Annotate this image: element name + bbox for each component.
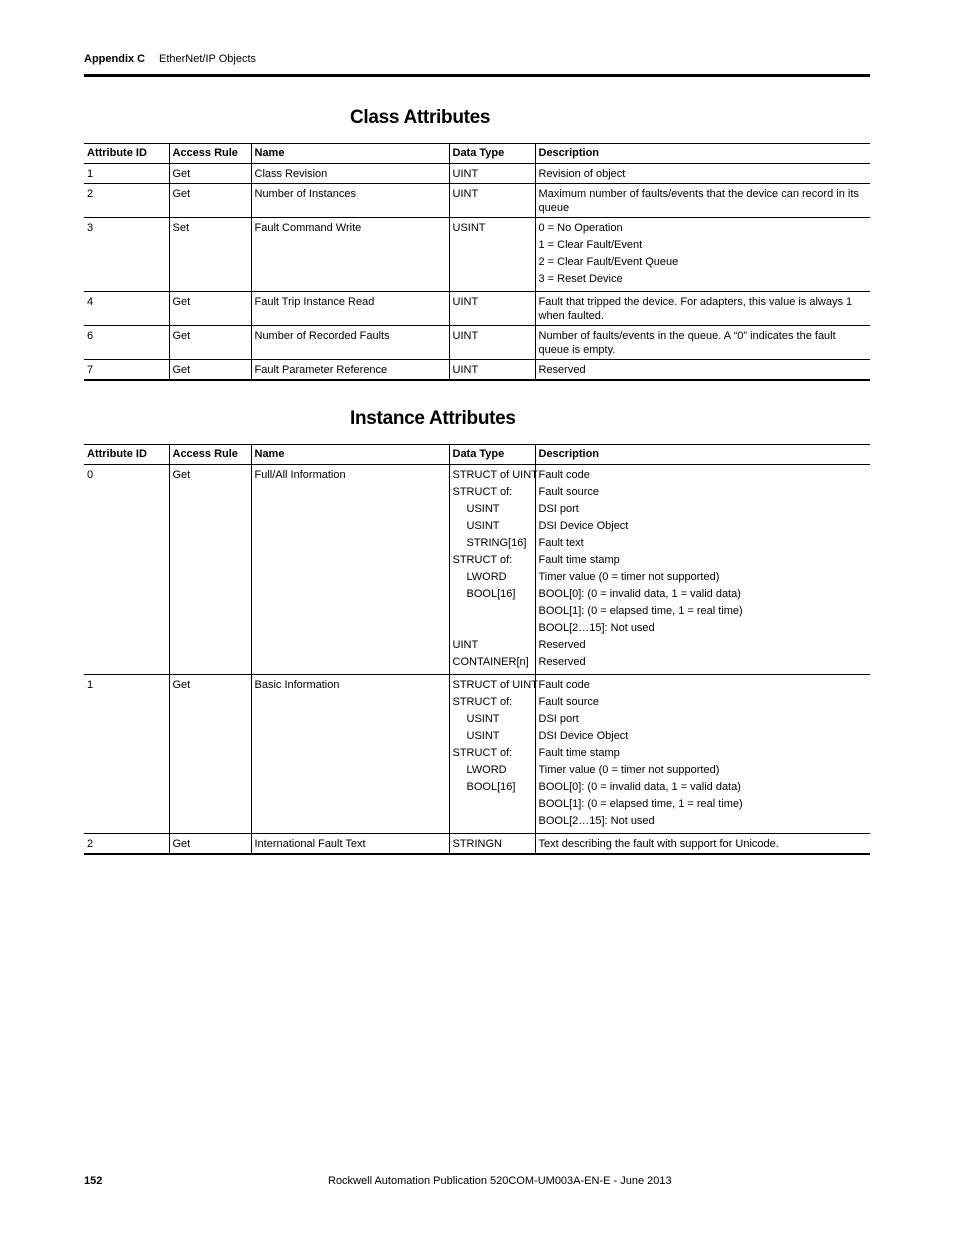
- type-line: STRUCT of:: [452, 747, 513, 759]
- description: Fault that tripped the device. For adapters, this value is always 1 when faulted.: [535, 292, 870, 326]
- data-type: UINT: [449, 164, 535, 184]
- description-line: DSI Device Object: [538, 520, 629, 532]
- access-rule: Get: [169, 360, 251, 381]
- running-header: [84, 53, 257, 65]
- attribute-name: Fault Parameter Reference: [251, 360, 449, 381]
- description-line: Reserved: [538, 639, 586, 651]
- data-type: [449, 675, 538, 834]
- table-row: [84, 218, 870, 292]
- description-line: Fault time stamp: [538, 554, 620, 566]
- column-header: Attribute ID: [84, 445, 169, 465]
- column-header: Description: [535, 445, 870, 465]
- description: Text describing the fault with support for Unicode.: [535, 834, 870, 855]
- type-line: UINT: [452, 639, 479, 651]
- type-line: USINT: [466, 713, 500, 725]
- type-line: [453, 814, 532, 831]
- table-row: [84, 164, 870, 184]
- attribute-id: 2: [84, 834, 169, 855]
- type-line: STRUCT of UINT: [452, 679, 538, 691]
- column-header: Data Type: [449, 144, 535, 164]
- type-line: STRUCT of:: [452, 554, 513, 566]
- page-number: 152: [84, 1175, 103, 1187]
- description-line: BOOL[1]: (0 = elapsed time, 1 = real time): [538, 798, 743, 810]
- data-type: USINT: [449, 218, 535, 292]
- description-line: Fault time stamp: [538, 747, 620, 759]
- access-rule: Get: [169, 164, 251, 184]
- attribute-id: 1: [84, 164, 169, 184]
- table-row: [84, 326, 870, 360]
- appendix-label: Appendix C: [84, 53, 146, 65]
- description: Reserved: [535, 360, 870, 381]
- description-line: DSI Device Object: [538, 730, 629, 742]
- table-row: [84, 834, 870, 855]
- type-line: USINT: [466, 730, 500, 742]
- description-line: Reserved: [538, 656, 586, 668]
- column-header: Description: [535, 144, 870, 164]
- access-rule: Set: [169, 218, 251, 292]
- column-header: Name: [251, 445, 449, 465]
- access-rule: Get: [169, 675, 251, 834]
- access-rule: Get: [169, 292, 251, 326]
- table-row: [84, 360, 870, 381]
- type-line: LWORD: [466, 764, 507, 776]
- description-line: BOOL[0]: (0 = invalid data, 1 = valid data): [538, 781, 741, 793]
- column-header: Data Type: [449, 445, 535, 465]
- type-line: USINT: [466, 520, 500, 532]
- instance-attributes-title: Instance Attributes: [350, 408, 516, 429]
- access-rule: Get: [169, 834, 251, 855]
- table-header-row: [84, 445, 870, 465]
- table-row: [84, 465, 870, 675]
- attribute-id: 1: [84, 675, 169, 834]
- column-header: Attribute ID: [84, 144, 169, 164]
- type-line: STRUCT of:: [452, 486, 513, 498]
- attribute-id: 6: [84, 326, 169, 360]
- description-line: Timer value (0 = timer not supported): [538, 571, 720, 583]
- section-label: EtherNet/IP Objects: [159, 53, 257, 65]
- type-line: [453, 621, 532, 638]
- access-rule: Get: [169, 326, 251, 360]
- description-line: DSI port: [538, 503, 579, 515]
- attribute-id: 2: [84, 184, 169, 218]
- table-row: [84, 292, 870, 326]
- attribute-name: International Fault Text: [251, 834, 449, 855]
- table-row: [84, 184, 870, 218]
- description-line: 0 = No Operation: [538, 222, 623, 234]
- description: [535, 675, 870, 834]
- description-line: Fault source: [538, 486, 600, 498]
- instance-attributes-table: [84, 444, 870, 855]
- description-line: BOOL[2…15]: Not used: [538, 815, 655, 827]
- description-line: Fault code: [538, 469, 590, 481]
- description: Maximum number of faults/events that the device can record in its queue: [535, 184, 870, 218]
- type-line: BOOL[16]: [466, 781, 516, 793]
- data-type: UINT: [449, 360, 535, 381]
- type-line: [453, 797, 532, 814]
- class-attributes-title: Class Attributes: [350, 107, 491, 128]
- description-line: 3 = Reset Device: [538, 273, 623, 285]
- description: [535, 465, 870, 675]
- column-header: Name: [251, 144, 449, 164]
- description-line: Fault text: [538, 537, 584, 549]
- type-line: BOOL[16]: [466, 588, 516, 600]
- description-line: DSI port: [538, 713, 579, 725]
- access-rule: Get: [169, 184, 251, 218]
- description-line: BOOL[0]: (0 = invalid data, 1 = valid data): [538, 588, 741, 600]
- attribute-name: Full/All Information: [251, 465, 449, 675]
- attribute-id: 3: [84, 218, 169, 292]
- type-line: STRUCT of UINT: [452, 469, 538, 481]
- publication-info: Rockwell Automation Publication 520COM-UM003A-EN-E - June 2013: [328, 1175, 672, 1187]
- data-type: UINT: [449, 326, 535, 360]
- attribute-name: Fault Command Write: [251, 218, 449, 292]
- description: Revision of object: [535, 164, 870, 184]
- attribute-id: 0: [84, 465, 169, 675]
- description-line: Fault source: [538, 696, 600, 708]
- data-type: UINT: [449, 292, 535, 326]
- type-line: USINT: [466, 503, 500, 515]
- data-type: STRINGN: [449, 834, 535, 855]
- type-line: STRING[16]: [466, 537, 527, 549]
- table-row: [84, 675, 870, 834]
- description-line: Timer value (0 = timer not supported): [538, 764, 720, 776]
- description-line: BOOL[1]: (0 = elapsed time, 1 = real time): [538, 605, 743, 617]
- attribute-id: 7: [84, 360, 169, 381]
- type-line: STRUCT of:: [452, 696, 513, 708]
- column-header: Access Rule: [169, 445, 251, 465]
- attribute-id: 4: [84, 292, 169, 326]
- access-rule: Get: [169, 465, 251, 675]
- attribute-name: Basic Information: [251, 675, 449, 834]
- attribute-name: Fault Trip Instance Read: [251, 292, 449, 326]
- description-line: 2 = Clear Fault/Event Queue: [538, 256, 679, 268]
- attribute-name: Number of Instances: [251, 184, 449, 218]
- class-attributes-table: [84, 143, 870, 381]
- header-rule: [84, 74, 870, 77]
- attribute-name: Number of Recorded Faults: [251, 326, 449, 360]
- data-type: [449, 465, 538, 675]
- description-line: BOOL[2…15]: Not used: [538, 622, 655, 634]
- type-line: LWORD: [466, 571, 507, 583]
- table-header-row: [84, 144, 870, 164]
- description: [535, 218, 870, 292]
- attribute-name: Class Revision: [251, 164, 449, 184]
- description: Number of faults/events in the queue. A “0” indicates the fault queue is empty.: [535, 326, 870, 360]
- description-line: Fault code: [538, 679, 590, 691]
- column-header: Access Rule: [169, 144, 251, 164]
- type-line: CONTAINER[n]: [452, 656, 529, 668]
- type-line: [453, 604, 532, 621]
- description-line: 1 = Clear Fault/Event: [538, 239, 643, 251]
- data-type: UINT: [449, 184, 535, 218]
